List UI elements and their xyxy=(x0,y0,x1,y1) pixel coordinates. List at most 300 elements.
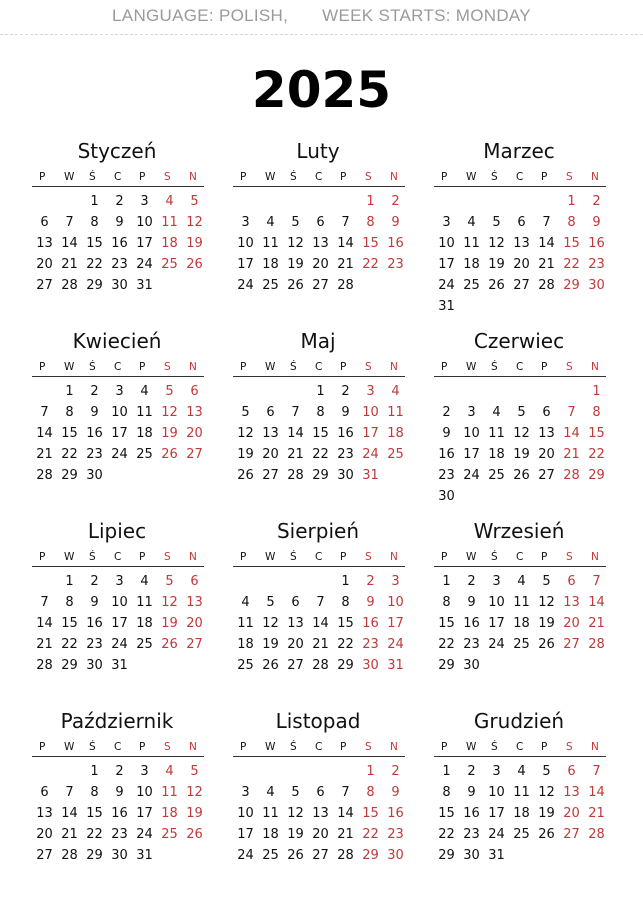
day-cell: 5 xyxy=(241,405,250,420)
day-cell: 28 xyxy=(61,848,78,863)
weekday-label: C xyxy=(315,361,323,373)
day-cell: 23 xyxy=(337,447,354,462)
empty-cell xyxy=(484,381,509,402)
day-cell: 4 xyxy=(165,194,174,209)
day-cell: 13 xyxy=(186,595,203,610)
day-cell: 12 xyxy=(538,785,555,800)
weekday-label: S xyxy=(566,741,573,753)
day-cell: 6 xyxy=(517,215,526,230)
days-grid xyxy=(434,381,606,507)
day-cell: 29 xyxy=(86,278,103,293)
empty-cell xyxy=(283,381,308,402)
day-cell: 8 xyxy=(366,785,375,800)
day-cell: 20 xyxy=(36,827,53,842)
day-cell: 11 xyxy=(387,405,404,420)
day-cell: 30 xyxy=(438,489,455,504)
weekday-label: N xyxy=(189,361,197,373)
day-cell: 18 xyxy=(237,637,254,652)
day-cell: 17 xyxy=(387,616,404,631)
empty-cell xyxy=(233,761,258,782)
day-cell: 19 xyxy=(538,806,555,821)
day-cell: 11 xyxy=(262,236,279,251)
weekday-label: P xyxy=(541,171,548,183)
weekday-label: P xyxy=(441,551,448,563)
weekday-label: P xyxy=(39,551,46,563)
day-cell: 22 xyxy=(362,257,379,272)
day-cell: 20 xyxy=(287,637,304,652)
day-cell: 1 xyxy=(65,574,74,589)
day-cell: 8 xyxy=(442,785,451,800)
day-cell: 10 xyxy=(488,595,505,610)
weekday-label: C xyxy=(516,551,524,563)
day-cell: 4 xyxy=(165,764,174,779)
day-cell: 10 xyxy=(111,595,128,610)
weekday-label: N xyxy=(591,551,599,563)
day-cell: 30 xyxy=(86,468,103,483)
month-block xyxy=(32,324,233,514)
day-cell: 9 xyxy=(115,785,124,800)
month-name: Kwiecień xyxy=(72,329,162,353)
day-cell: 3 xyxy=(115,384,124,399)
day-cell: 14 xyxy=(61,806,78,821)
day-cell: 2 xyxy=(592,194,601,209)
empty-cell xyxy=(32,571,57,592)
day-cell: 5 xyxy=(517,405,526,420)
day-cell: 24 xyxy=(136,827,153,842)
day-cell: 22 xyxy=(588,447,605,462)
day-cell: 18 xyxy=(262,257,279,272)
day-cell: 30 xyxy=(337,468,354,483)
weekday-header xyxy=(233,358,405,377)
empty-cell xyxy=(57,191,82,212)
day-cell: 16 xyxy=(86,426,103,441)
day-cell: 3 xyxy=(492,574,501,589)
empty-cell xyxy=(484,191,509,212)
weekday-label: C xyxy=(315,551,323,563)
day-cell: 29 xyxy=(438,658,455,673)
day-cell: 19 xyxy=(287,257,304,272)
day-cell: 11 xyxy=(161,785,178,800)
day-cell: 24 xyxy=(237,278,254,293)
day-cell: 8 xyxy=(65,595,74,610)
day-cell: 1 xyxy=(90,764,99,779)
day-cell: 11 xyxy=(237,616,254,631)
day-cell: 25 xyxy=(513,827,530,842)
day-cell: 3 xyxy=(442,215,451,230)
day-cell: 30 xyxy=(387,848,404,863)
day-cell: 7 xyxy=(65,215,74,230)
day-cell: 28 xyxy=(588,637,605,652)
day-cell: 21 xyxy=(287,447,304,462)
day-cell: 15 xyxy=(362,236,379,251)
day-cell: 30 xyxy=(362,658,379,673)
month-name: Listopad xyxy=(275,709,361,733)
day-cell: 2 xyxy=(391,764,400,779)
day-cell: 24 xyxy=(463,468,480,483)
day-cell: 19 xyxy=(237,447,254,462)
day-cell: 3 xyxy=(140,194,149,209)
month-name: Marzec xyxy=(483,139,555,163)
day-cell: 13 xyxy=(312,806,329,821)
day-cell: 15 xyxy=(61,426,78,441)
weekday-header xyxy=(32,548,204,567)
day-cell: 4 xyxy=(266,785,275,800)
weekday-label: S xyxy=(365,741,372,753)
weekday-label: S xyxy=(164,551,171,563)
day-cell: 23 xyxy=(362,637,379,652)
day-cell: 30 xyxy=(86,658,103,673)
day-cell: 26 xyxy=(513,468,530,483)
day-cell: 4 xyxy=(517,764,526,779)
day-cell: 4 xyxy=(467,215,476,230)
day-cell: 14 xyxy=(563,426,580,441)
day-cell: 20 xyxy=(186,426,203,441)
day-cell: 9 xyxy=(90,595,99,610)
weekday-label: P xyxy=(240,741,247,753)
day-cell: 19 xyxy=(262,637,279,652)
day-cell: 17 xyxy=(362,426,379,441)
day-cell: 11 xyxy=(513,595,530,610)
empty-cell xyxy=(308,571,333,592)
day-cell: 13 xyxy=(36,806,53,821)
day-cell: 29 xyxy=(362,848,379,863)
weekday-label: S xyxy=(164,361,171,373)
day-cell: 17 xyxy=(463,447,480,462)
day-cell: 26 xyxy=(287,278,304,293)
day-cell: 2 xyxy=(391,194,400,209)
day-cell: 12 xyxy=(262,616,279,631)
month-name: Lipiec xyxy=(87,519,147,543)
day-cell: 28 xyxy=(588,827,605,842)
weekday-label: S xyxy=(164,741,171,753)
day-cell: 31 xyxy=(438,299,455,314)
day-cell: 15 xyxy=(588,426,605,441)
day-cell: 25 xyxy=(262,848,279,863)
weekday-label: W xyxy=(466,171,477,183)
weekday-label: C xyxy=(114,361,122,373)
day-cell: 13 xyxy=(513,236,530,251)
weekday-label: P xyxy=(441,171,448,183)
day-cell: 27 xyxy=(312,278,329,293)
day-cell: 29 xyxy=(86,848,103,863)
day-cell: 17 xyxy=(136,806,153,821)
day-cell: 13 xyxy=(538,426,555,441)
day-cell: 21 xyxy=(61,257,78,272)
day-cell: 12 xyxy=(287,236,304,251)
day-cell: 8 xyxy=(90,215,99,230)
day-cell: 14 xyxy=(312,616,329,631)
day-cell: 20 xyxy=(36,257,53,272)
day-cell: 6 xyxy=(542,405,551,420)
day-cell: 9 xyxy=(391,785,400,800)
day-cell: 16 xyxy=(387,806,404,821)
weekday-header xyxy=(434,548,606,567)
empty-cell xyxy=(32,761,57,782)
empty-cell xyxy=(283,191,308,212)
day-cell: 23 xyxy=(387,257,404,272)
day-cell: 21 xyxy=(36,637,53,652)
day-cell: 10 xyxy=(111,405,128,420)
weekday-label: C xyxy=(114,741,122,753)
day-cell: 11 xyxy=(136,595,153,610)
day-cell: 24 xyxy=(438,278,455,293)
weekday-header xyxy=(32,358,204,377)
day-cell: 28 xyxy=(337,848,354,863)
day-cell: 19 xyxy=(161,616,178,631)
day-cell: 7 xyxy=(567,405,576,420)
day-cell: 17 xyxy=(111,426,128,441)
day-cell: 31 xyxy=(111,658,128,673)
weekday-label: S xyxy=(365,171,372,183)
day-cell: 7 xyxy=(291,405,300,420)
weekday-label: N xyxy=(390,361,398,373)
day-cell: 18 xyxy=(161,806,178,821)
weekday-label: P xyxy=(441,361,448,373)
day-cell: 15 xyxy=(438,616,455,631)
day-cell: 5 xyxy=(266,595,275,610)
day-cell: 21 xyxy=(563,447,580,462)
month-name: Czerwiec xyxy=(473,329,565,353)
day-cell: 21 xyxy=(538,257,555,272)
day-cell: 16 xyxy=(588,236,605,251)
language-label: LANGUAGE: POLISH, xyxy=(112,6,289,25)
day-cell: 10 xyxy=(488,785,505,800)
day-cell: 13 xyxy=(287,616,304,631)
day-cell: 9 xyxy=(90,405,99,420)
day-cell: 28 xyxy=(312,658,329,673)
day-cell: 1 xyxy=(366,764,375,779)
day-cell: 13 xyxy=(312,236,329,251)
day-cell: 23 xyxy=(111,257,128,272)
day-cell: 21 xyxy=(588,806,605,821)
weekday-label: P xyxy=(541,361,548,373)
day-cell: 24 xyxy=(136,257,153,272)
weekday-label: S xyxy=(365,361,372,373)
day-cell: 12 xyxy=(161,595,178,610)
weekday-label: Ś xyxy=(491,361,498,373)
day-cell: 25 xyxy=(488,468,505,483)
weekday-label: Ś xyxy=(290,741,297,753)
day-cell: 18 xyxy=(161,236,178,251)
day-cell: 5 xyxy=(492,215,501,230)
weekday-label: Ś xyxy=(491,741,498,753)
day-cell: 10 xyxy=(463,426,480,441)
empty-cell xyxy=(233,191,258,212)
day-cell: 10 xyxy=(362,405,379,420)
weekday-label: W xyxy=(466,551,477,563)
day-cell: 13 xyxy=(563,595,580,610)
day-cell: 27 xyxy=(563,827,580,842)
day-cell: 10 xyxy=(438,236,455,251)
weekday-label: S xyxy=(566,361,573,373)
day-cell: 24 xyxy=(488,827,505,842)
day-cell: 2 xyxy=(341,384,350,399)
day-cell: 30 xyxy=(111,848,128,863)
weekday-label: P xyxy=(441,741,448,753)
day-cell: 9 xyxy=(442,426,451,441)
weekday-label: P xyxy=(541,551,548,563)
days-grid xyxy=(434,191,606,317)
day-cell: 23 xyxy=(387,827,404,842)
days-grid xyxy=(434,761,606,866)
day-cell: 2 xyxy=(90,384,99,399)
weekday-label: N xyxy=(591,741,599,753)
day-cell: 16 xyxy=(111,806,128,821)
day-cell: 31 xyxy=(136,848,153,863)
day-cell: 16 xyxy=(463,806,480,821)
day-cell: 17 xyxy=(438,257,455,272)
day-cell: 14 xyxy=(588,595,605,610)
day-cell: 2 xyxy=(366,574,375,589)
day-cell: 27 xyxy=(262,468,279,483)
day-cell: 24 xyxy=(237,848,254,863)
day-cell: 9 xyxy=(391,215,400,230)
day-cell: 15 xyxy=(362,806,379,821)
day-cell: 30 xyxy=(463,658,480,673)
day-cell: 27 xyxy=(563,637,580,652)
day-cell: 26 xyxy=(488,278,505,293)
day-cell: 8 xyxy=(442,595,451,610)
day-cell: 5 xyxy=(165,574,174,589)
day-cell: 30 xyxy=(463,848,480,863)
day-cell: 22 xyxy=(337,637,354,652)
day-cell: 22 xyxy=(563,257,580,272)
day-cell: 8 xyxy=(316,405,325,420)
day-cell: 18 xyxy=(513,806,530,821)
day-cell: 29 xyxy=(438,848,455,863)
day-cell: 1 xyxy=(90,194,99,209)
day-cell: 22 xyxy=(86,827,103,842)
empty-cell xyxy=(32,381,57,402)
month-block xyxy=(233,134,434,324)
day-cell: 8 xyxy=(90,785,99,800)
day-cell: 1 xyxy=(316,384,325,399)
day-cell: 2 xyxy=(90,574,99,589)
day-cell: 3 xyxy=(391,574,400,589)
day-cell: 12 xyxy=(538,595,555,610)
weekday-label: P xyxy=(139,171,146,183)
day-cell: 4 xyxy=(140,574,149,589)
day-cell: 24 xyxy=(111,637,128,652)
day-cell: 15 xyxy=(337,616,354,631)
day-cell: 7 xyxy=(341,215,350,230)
weekday-label: Ś xyxy=(89,171,96,183)
weekday-label: Ś xyxy=(290,361,297,373)
month-name: Maj xyxy=(300,329,336,353)
weekday-label: Ś xyxy=(491,171,498,183)
day-cell: 7 xyxy=(592,574,601,589)
empty-cell xyxy=(233,571,258,592)
weekday-label: P xyxy=(340,361,347,373)
day-cell: 26 xyxy=(186,827,203,842)
day-cell: 6 xyxy=(190,384,199,399)
day-cell: 29 xyxy=(61,468,78,483)
day-cell: 8 xyxy=(65,405,74,420)
day-cell: 19 xyxy=(186,236,203,251)
day-cell: 15 xyxy=(563,236,580,251)
day-cell: 24 xyxy=(111,447,128,462)
weekday-label: S xyxy=(365,551,372,563)
day-cell: 15 xyxy=(86,236,103,251)
day-cell: 22 xyxy=(61,447,78,462)
empty-cell xyxy=(308,761,333,782)
day-cell: 22 xyxy=(86,257,103,272)
weekday-label: W xyxy=(265,171,276,183)
day-cell: 26 xyxy=(186,257,203,272)
weekday-label: P xyxy=(340,551,347,563)
empty-cell xyxy=(534,381,559,402)
month-block xyxy=(434,704,635,894)
day-cell: 7 xyxy=(40,405,49,420)
month-name: Wrzesień xyxy=(473,519,565,543)
weekday-label: C xyxy=(315,171,323,183)
day-cell: 7 xyxy=(341,785,350,800)
weekday-header xyxy=(233,168,405,187)
day-cell: 25 xyxy=(262,278,279,293)
day-cell: 30 xyxy=(111,278,128,293)
day-cell: 16 xyxy=(111,236,128,251)
day-cell: 8 xyxy=(567,215,576,230)
day-cell: 19 xyxy=(287,827,304,842)
weekday-label: P xyxy=(139,741,146,753)
day-cell: 26 xyxy=(161,447,178,462)
day-cell: 18 xyxy=(136,426,153,441)
day-cell: 21 xyxy=(588,616,605,631)
day-cell: 22 xyxy=(312,447,329,462)
day-cell: 26 xyxy=(262,658,279,673)
day-cell: 11 xyxy=(136,405,153,420)
day-cell: 16 xyxy=(362,616,379,631)
day-cell: 6 xyxy=(266,405,275,420)
month-block xyxy=(233,324,434,514)
day-cell: 27 xyxy=(513,278,530,293)
day-cell: 22 xyxy=(438,637,455,652)
day-cell: 26 xyxy=(237,468,254,483)
day-cell: 26 xyxy=(538,827,555,842)
weekday-label: N xyxy=(390,551,398,563)
empty-cell xyxy=(32,191,57,212)
weekday-label: P xyxy=(139,551,146,563)
weekday-label: N xyxy=(189,741,197,753)
weekday-label: P xyxy=(39,741,46,753)
day-cell: 25 xyxy=(513,637,530,652)
day-cell: 29 xyxy=(337,658,354,673)
weekday-label: N xyxy=(591,171,599,183)
weekday-label: S xyxy=(566,551,573,563)
day-cell: 9 xyxy=(366,595,375,610)
weekday-label: W xyxy=(265,551,276,563)
day-cell: 11 xyxy=(463,236,480,251)
day-cell: 7 xyxy=(542,215,551,230)
day-cell: 14 xyxy=(588,785,605,800)
weekday-label: C xyxy=(516,361,524,373)
weekday-label: W xyxy=(64,741,75,753)
day-cell: 30 xyxy=(588,278,605,293)
day-cell: 10 xyxy=(136,785,153,800)
day-cell: 16 xyxy=(86,616,103,631)
day-cell: 15 xyxy=(438,806,455,821)
day-cell: 5 xyxy=(542,574,551,589)
day-cell: 12 xyxy=(513,426,530,441)
month-block xyxy=(434,134,635,324)
day-cell: 25 xyxy=(463,278,480,293)
day-cell: 3 xyxy=(241,785,250,800)
day-cell: 3 xyxy=(140,764,149,779)
day-cell: 3 xyxy=(241,215,250,230)
days-grid xyxy=(233,571,405,676)
weekday-label: C xyxy=(516,171,524,183)
day-cell: 20 xyxy=(312,257,329,272)
